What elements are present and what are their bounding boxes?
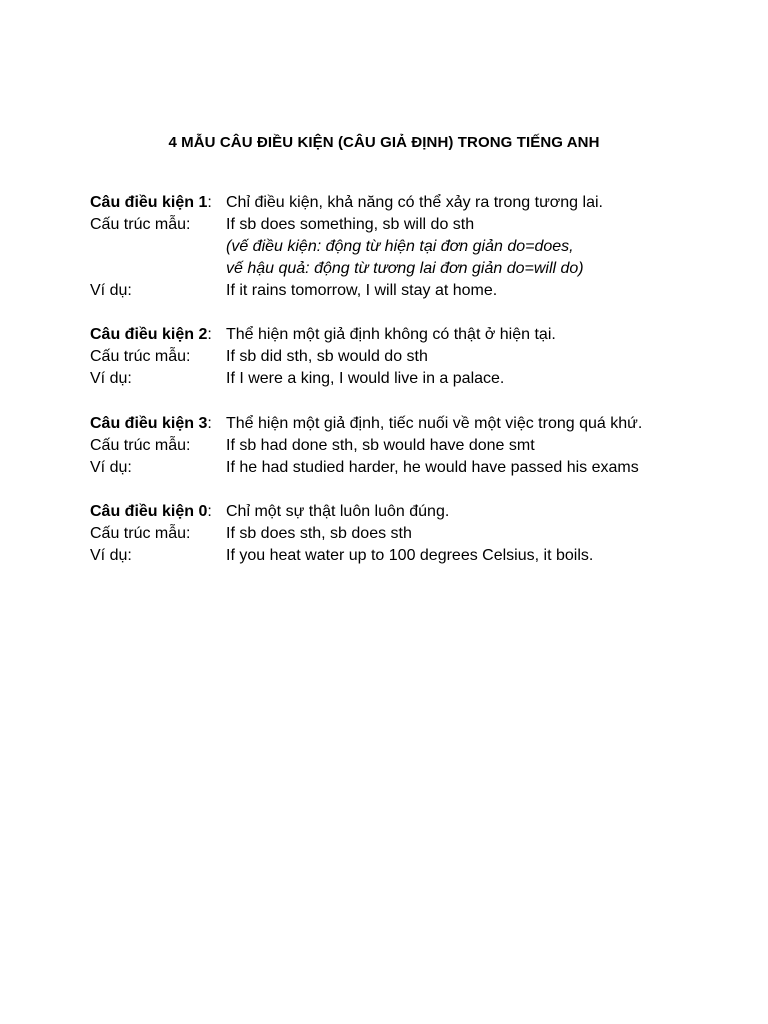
example-label: Ví dụ:: [90, 459, 132, 476]
example-text: If he had studied harder, he would have passed his exams: [226, 459, 639, 476]
example-text: If I were a king, I would live in a palace.: [226, 370, 505, 387]
document-title: 4 MẪU CÂU ĐIỀU KIỆN (CÂU GIẢ ĐỊNH) TRONG TIẾNG ANH: [168, 134, 600, 151]
structure-row: [90, 523, 750, 545]
conditional-type-1-section: [90, 192, 750, 302]
structure-label: Cấu trúc mẫu:: [90, 216, 191, 233]
structure-row: [90, 346, 750, 368]
section-description: Chỉ điều kiện, khả năng có thể xảy ra trong tương lai.: [226, 194, 603, 211]
structure-label: Cấu trúc mẫu:: [90, 437, 191, 454]
structure-text: If sb did sth, sb would do sth: [226, 348, 428, 365]
conditional-type-3-section: [90, 413, 750, 479]
example-row: [90, 545, 750, 567]
structure-row: [90, 435, 750, 457]
definition-row: [90, 501, 750, 523]
example-label: Ví dụ:: [90, 547, 132, 564]
structure-label: Cấu trúc mẫu:: [90, 348, 191, 365]
section-heading: Câu điều kiện 1:: [90, 194, 212, 211]
example-label: Ví dụ:: [90, 370, 132, 387]
section-heading: Câu điều kiện 2:: [90, 326, 212, 343]
structure-label: Cấu trúc mẫu:: [90, 525, 191, 542]
example-row: [90, 368, 750, 390]
example-text: If you heat water up to 100 degrees Celsius, it boils.: [226, 547, 594, 564]
structure-note: vế hậu quả: động từ tương lai đơn giản do=will do): [226, 260, 584, 277]
structure-note: (vế điều kiện: động từ hiện tại đơn giản do=does,: [226, 238, 574, 255]
definition-row: [90, 413, 750, 435]
section-description: Chỉ một sự thật luôn luôn đúng.: [226, 503, 450, 520]
structure-text: If sb does something, sb will do sth: [226, 216, 475, 233]
example-text: If it rains tomorrow, I will stay at home.: [226, 282, 498, 299]
conditional-type-2-section: [90, 324, 750, 390]
section-heading: Câu điều kiện 3:: [90, 415, 212, 432]
example-row: [90, 457, 750, 479]
structure-text: If sb does sth, sb does sth: [226, 525, 412, 542]
example-label: Ví dụ:: [90, 282, 132, 299]
definition-row: [90, 192, 750, 214]
section-description: Thể hiện một giả định không có thật ở hiện tại.: [226, 326, 556, 343]
section-heading: Câu điều kiện 0:: [90, 503, 212, 520]
note-row: [90, 236, 750, 258]
structure-text: If sb had done sth, sb would have done smt: [226, 437, 535, 454]
structure-row: [90, 214, 750, 236]
section-description: Thể hiện một giả định, tiếc nuối về một việc trong quá khứ.: [226, 415, 643, 432]
definition-row: [90, 324, 750, 346]
note-row: [90, 258, 750, 280]
conditional-type-0-section: [90, 501, 750, 567]
example-row: [90, 280, 750, 302]
